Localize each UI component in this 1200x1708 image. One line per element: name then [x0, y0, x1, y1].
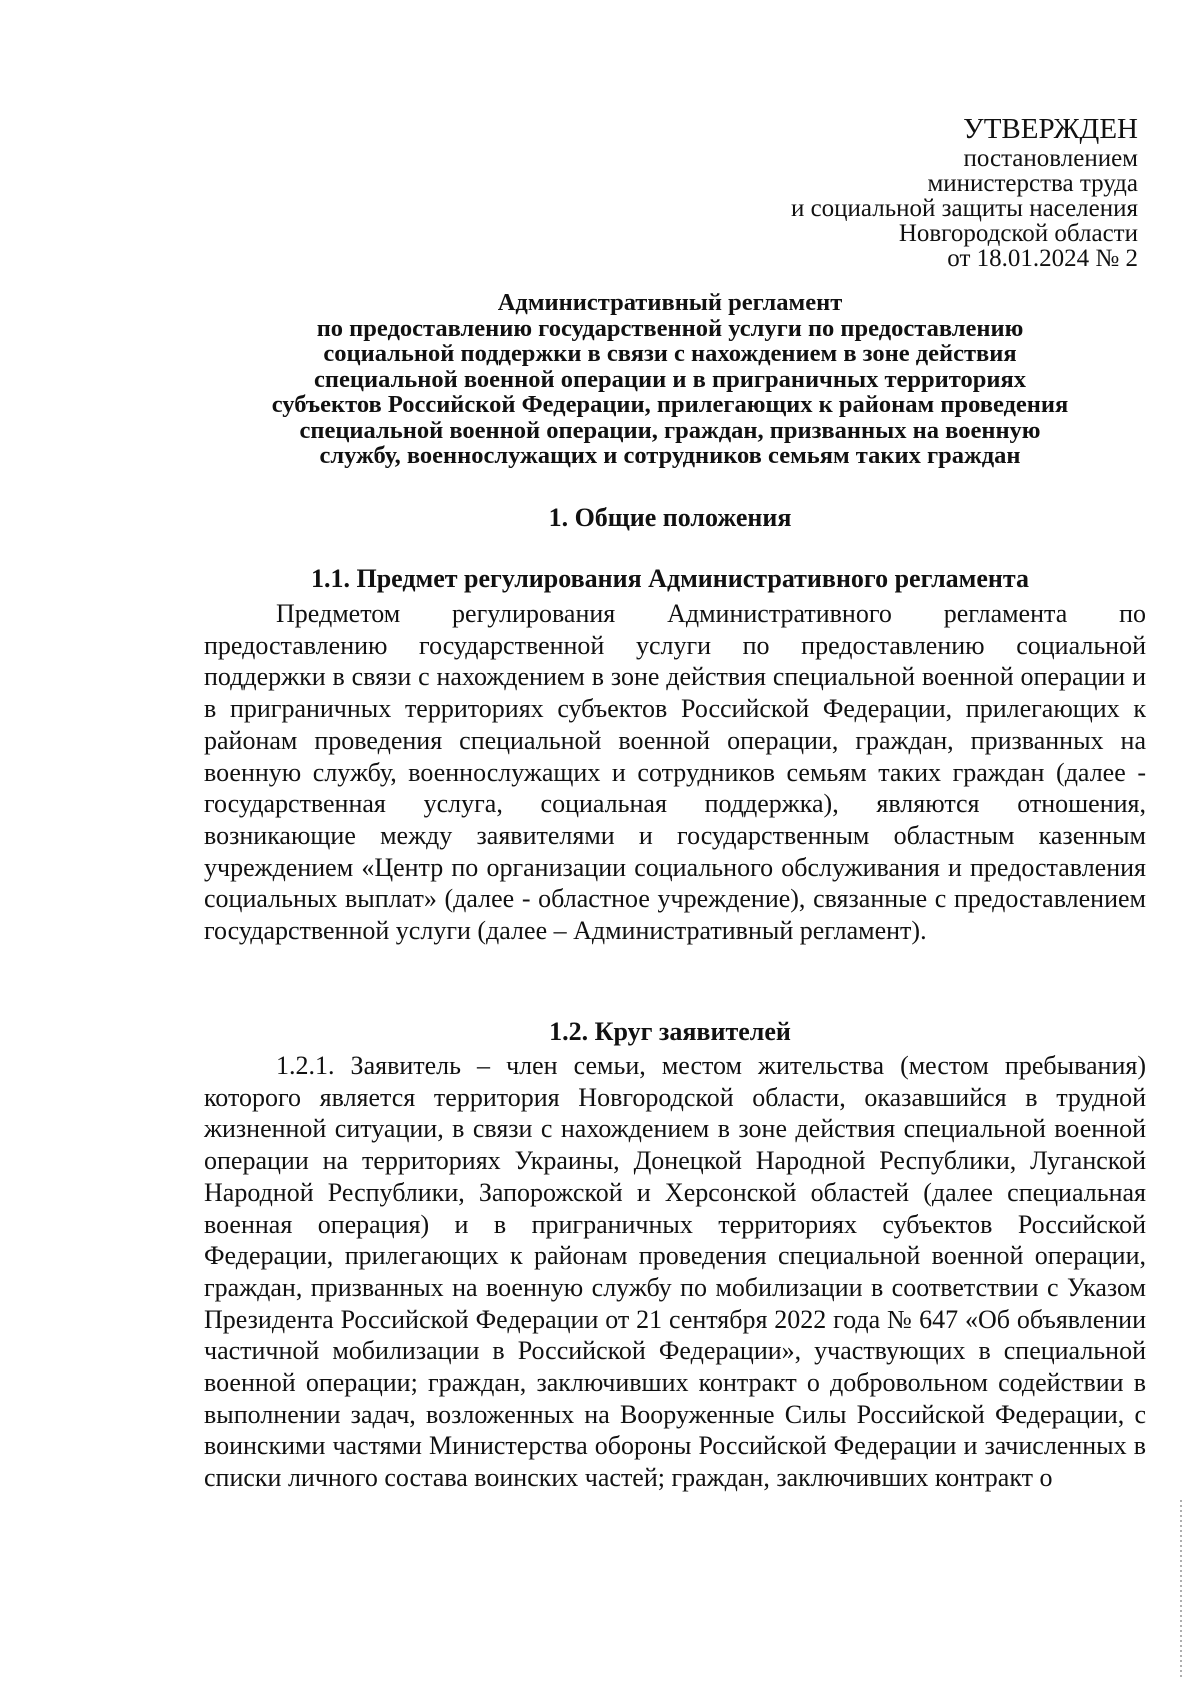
document-title-line: по предоставлению государственной услуги по предоставлению [316, 314, 1024, 342]
scan-artifact [1180, 1500, 1182, 1680]
approval-line: министерства труда [927, 170, 1138, 197]
document-title-line: социальной поддержки в связи с нахождением в зоне действия [323, 340, 1017, 367]
document-title-line: субъектов Российской Федерации, прилегающих к районам проведения [271, 391, 1069, 418]
document-title [190, 290, 1150, 469]
section-heading-general: 1. Общие положения [548, 503, 792, 532]
paragraph-subject [204, 598, 1146, 947]
subsection-heading-applicants: 1.2. Круг заявителей [549, 1017, 791, 1046]
approval-title: УТВЕРЖДЕН [963, 113, 1138, 145]
approval-date-number: от 18.01.2024 № 2 [947, 245, 1138, 272]
paragraph-text: Предметом регулирования Административного регламента по предоставлению государственной услуги по предоставлению социальной поддержки в связи с нахождением в зоне действия специальной военной операции и в приграничных территориях субъектов Российской Федерации, прилегающих к районам проведения специальной военной операции, граждан, призванных на военную службу, военнослужащих и сотрудников семьям таких граждан (далее - государственная услуга, социальная поддержка), являются отношения, возникающие между заявителями и государственным областным казенным учреждением «Центр по организации социального обслуживания и предоставления социальных выплат» (далее - областное учреждение), связанные с предоставлением государственной услуги (далее – Административный регламент). [204, 599, 1146, 946]
approval-line: постановлением [963, 145, 1138, 172]
approval-line: и социальной защиты населения [790, 195, 1138, 222]
document-title-line: специальной военной операции и в приграничных территориях [314, 365, 1026, 393]
approval-stamp-block [791, 112, 1138, 271]
document-title-line: специальной военной операции, граждан, призванных на военную [299, 416, 1041, 444]
approval-line: Новгородской области [898, 220, 1138, 247]
paragraph-text: 1.2.1. Заявитель – член семьи, местом жительства (местом пребывания) которого является территория Новгородской области, оказавшийся в трудной жизненной ситуации, в связи с нахождением в зоне действия специальной военной операции на территориях Украины, Донецкой Народной Республики, Луганской Народной Республики, Запорожской и Херсонской областей (далее специальная военная операция) и в приграничных территориях субъектов Российской Федерации, прилегающих к районам проведения специальной военной операции, граждан, призванных на военную службу по мобилизации в соответствии с Указом Президента Российской Федерации от 21 сентября 2022 года № 647 «Об объявлении частичной мобилизации в Российской Федерации», участвующих в специальной военной операции; граждан, заключивших контракт о добровольном содействии в выполнении задач, возложенных на Вооруженные Силы Российской Федерации, с воинскими частями Министерства обороны Российской Федерации и зачисленных в списки личного состава воинских частей; граждан, заключивших контракт о [204, 1051, 1146, 1493]
subsection-heading-subject: 1.1. Предмет регулирования Административного регламента [311, 564, 1029, 593]
document-title-line: службу, военнослужащих и сотрудников семьям таких граждан [319, 442, 1021, 469]
paragraph-applicants [204, 1050, 1146, 1494]
document-title-line: Административный регламент [497, 289, 843, 316]
